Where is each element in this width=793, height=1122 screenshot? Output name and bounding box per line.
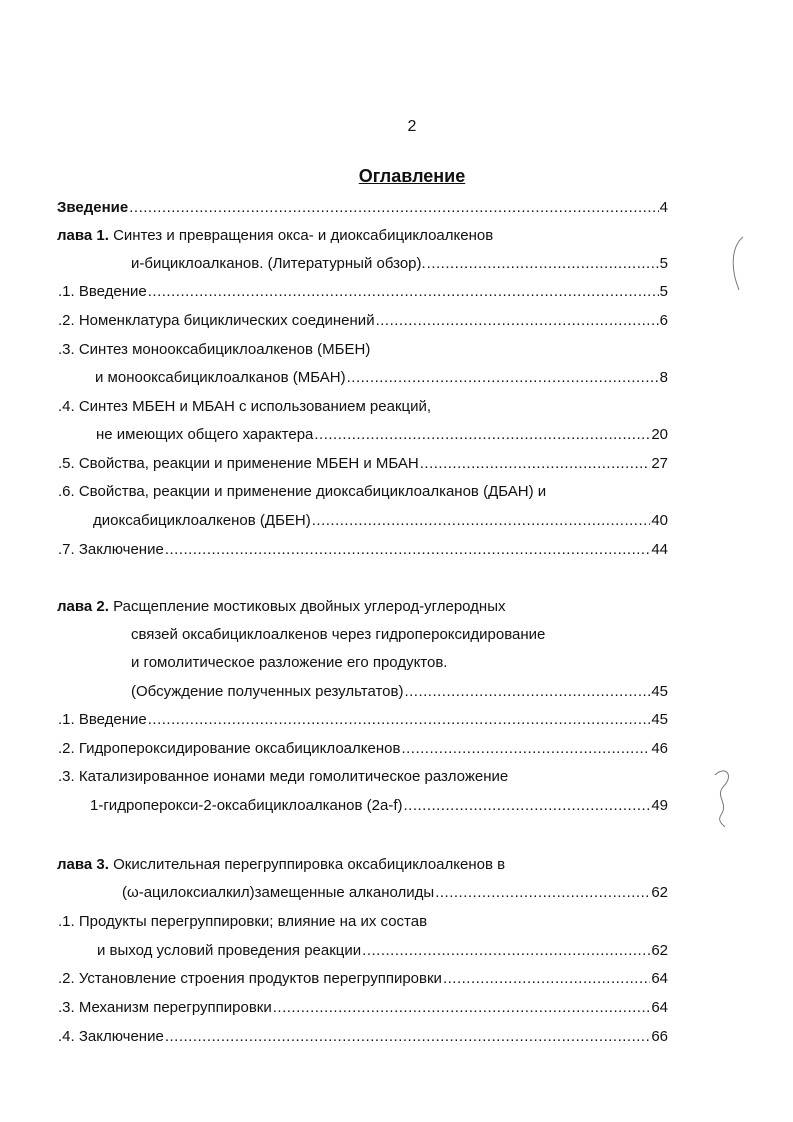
toc-page-number: 66 <box>651 1028 668 1045</box>
pencil-mark-icon <box>725 235 755 295</box>
page-title: Оглавление <box>358 166 466 186</box>
toc-entry-label <box>57 198 128 218</box>
toc-entry-label <box>58 482 546 502</box>
toc-entry <box>58 739 668 759</box>
toc-entry-label <box>131 682 403 702</box>
dot-leader <box>148 710 651 730</box>
toc-entry-prefix: Зведение <box>57 199 129 216</box>
toc-entry <box>58 454 668 474</box>
toc-entry-text: .2. Гидропероксидирование оксабициклоалкенов <box>58 740 401 757</box>
toc-entry <box>58 912 427 932</box>
toc-page-number: 62 <box>651 884 668 901</box>
dot-leader <box>427 254 659 274</box>
toc-entry-label <box>58 397 431 417</box>
toc-entry <box>90 796 668 816</box>
toc-entry <box>131 254 668 274</box>
toc-page-number: 46 <box>651 740 668 757</box>
toc-entry-text: .2. Номенклатура бициклических соединений <box>58 312 375 329</box>
dot-leader <box>435 883 650 903</box>
toc-entry <box>96 425 668 445</box>
toc-entry-label <box>58 739 400 759</box>
toc-entry-label <box>57 855 505 875</box>
toc-entry-label <box>58 767 508 787</box>
toc-entry-text: Синтез и превращения окса- и диоксабициклоалкенов <box>113 227 494 244</box>
toc-entry-prefix: лава 2. <box>57 598 109 615</box>
toc-entry <box>131 625 545 645</box>
toc-entry-text: Окислительная перегруппировка оксабициклоалкенов в <box>113 856 506 873</box>
toc-page-number: 64 <box>651 970 668 987</box>
dot-leader <box>401 739 650 759</box>
toc-entry <box>93 511 668 531</box>
dot-leader <box>376 311 659 331</box>
dot-leader <box>404 682 650 702</box>
toc-entry <box>57 226 493 246</box>
toc-entry-label <box>58 340 370 360</box>
toc-entry-label <box>96 425 313 445</box>
toc-entry <box>97 941 668 961</box>
toc-page-number: 5 <box>659 283 668 300</box>
toc-entry-label <box>95 368 346 388</box>
toc-entry-text: 1-гидроперокси-2-оксабициклоалканов (2a-f) <box>90 797 403 814</box>
toc-entry <box>57 855 505 875</box>
toc-entry-label <box>131 254 426 274</box>
toc-entry <box>58 540 668 560</box>
toc-entry-prefix: лава 1. <box>57 227 109 244</box>
toc-entry <box>57 198 668 218</box>
toc-page-number: 20 <box>651 426 668 443</box>
page-number: 2 <box>407 118 417 135</box>
toc-entry <box>58 311 668 331</box>
toc-entry-text: .1. Введение <box>58 711 147 728</box>
toc-entry-label <box>58 710 147 730</box>
toc-entry-text: .3. Механизм перегруппировки <box>58 999 272 1016</box>
toc-page-number: 8 <box>659 369 668 386</box>
toc-entry-label <box>58 969 442 989</box>
toc-entry-text: связей оксабициклоалкенов через гидропероксидирование <box>131 626 546 643</box>
toc-entry <box>57 597 506 617</box>
dot-leader <box>420 454 651 474</box>
toc-entry <box>58 482 546 502</box>
dot-leader <box>312 511 651 531</box>
toc-entry-label <box>57 226 493 246</box>
toc-entry <box>58 397 431 417</box>
toc-entry <box>122 883 668 903</box>
toc-entry-label <box>97 941 361 961</box>
toc-page-number: 45 <box>651 683 668 700</box>
toc-page-number: 44 <box>651 541 668 558</box>
toc-entry <box>131 682 668 702</box>
toc-entry-text: .5. Свойства, реакции и применение МБЕН и МБАН <box>58 455 419 472</box>
toc-entry-text: и-бициклоалканов. (Литературный обзор). <box>131 255 426 272</box>
toc-entry <box>58 998 668 1018</box>
toc-entry-text: .3. Катализированное ионами меди гомолитическое разложение <box>58 768 509 785</box>
dot-leader <box>362 941 650 961</box>
toc-page-number: 45 <box>651 711 668 728</box>
toc-entry <box>95 368 668 388</box>
dot-leader <box>165 1027 650 1047</box>
dot-leader <box>273 998 651 1018</box>
toc-entry-text: .7. Заключение <box>58 541 164 558</box>
toc-entry-text: .1. Введение <box>58 283 147 300</box>
toc-entry <box>58 969 668 989</box>
toc-entry <box>131 653 447 673</box>
toc-entry-label <box>58 912 427 932</box>
toc-entry <box>58 710 668 730</box>
toc-entry-text: и гомолитическое разложение его продуктов. <box>131 654 448 671</box>
toc-page-number: 64 <box>651 999 668 1016</box>
toc-entry-text: (Обсуждение полученных результатов) <box>131 683 404 700</box>
toc-entry-text: и монооксабициклоалканов (МБАН) <box>95 369 346 386</box>
toc-entry-label <box>122 883 434 903</box>
toc-entry-label <box>58 282 147 302</box>
toc-entry-label <box>58 454 419 474</box>
toc-entry-label <box>90 796 403 816</box>
toc-entry-text: .6. Свойства, реакции и применение диоксабициклоалканов (ДБАН) и <box>58 483 547 500</box>
toc-page-number: 40 <box>651 512 668 529</box>
dot-leader <box>347 368 659 388</box>
toc-entry-label <box>58 998 272 1018</box>
dot-leader <box>148 282 659 302</box>
dot-leader <box>165 540 650 560</box>
toc-entry-text: .4. Синтез МБЕН и МБАН с использованием реакций, <box>58 398 432 415</box>
toc-page-number: 5 <box>659 255 668 272</box>
toc-entry-text: .4. Заключение <box>58 1028 164 1045</box>
dot-leader <box>129 198 658 218</box>
toc-page-number: 62 <box>651 942 668 959</box>
toc-entry-label <box>131 625 545 645</box>
toc-entry-text: .1. Продукты перегруппировки; влияние на их состав <box>58 913 428 930</box>
toc-entry-text: .3. Синтез монооксабициклоалкенов (МБЕН) <box>58 341 371 358</box>
toc-entry <box>58 340 370 360</box>
dot-leader <box>314 425 650 445</box>
toc-entry <box>58 767 508 787</box>
dot-leader <box>443 969 650 989</box>
toc-entry-text: диоксабициклоалкенов (ДБЕН) <box>93 512 311 529</box>
pencil-mark-icon <box>705 765 745 830</box>
toc-entry-label <box>58 1027 164 1047</box>
toc-entry-prefix: лава 3. <box>57 856 109 873</box>
toc-entry <box>58 282 668 302</box>
toc-entry-label <box>57 597 506 617</box>
toc-entry-text: .2. Установление строения продуктов перегруппировки <box>58 970 442 987</box>
toc-entry-text: не имеющих общего характера <box>96 426 314 443</box>
toc-entry-label <box>58 311 375 331</box>
toc-entry-label <box>93 511 311 531</box>
toc-entry-label <box>131 653 447 673</box>
toc-entry <box>58 1027 668 1047</box>
toc-page-number: 27 <box>651 455 668 472</box>
toc-page-number: 49 <box>651 797 668 814</box>
toc-entry-text: и выход условий проведения реакции <box>97 942 362 959</box>
dot-leader <box>404 796 651 816</box>
toc-page-number: 6 <box>659 312 668 329</box>
toc-entry-label <box>58 540 164 560</box>
toc-page-number: 4 <box>659 199 668 216</box>
toc-entry-text: Расщепление мостиковых двойных углерод-углеродных <box>113 598 506 615</box>
toc-entry-text: (ω-ацилоксиалкил)замещенные алканолиды <box>122 884 435 901</box>
